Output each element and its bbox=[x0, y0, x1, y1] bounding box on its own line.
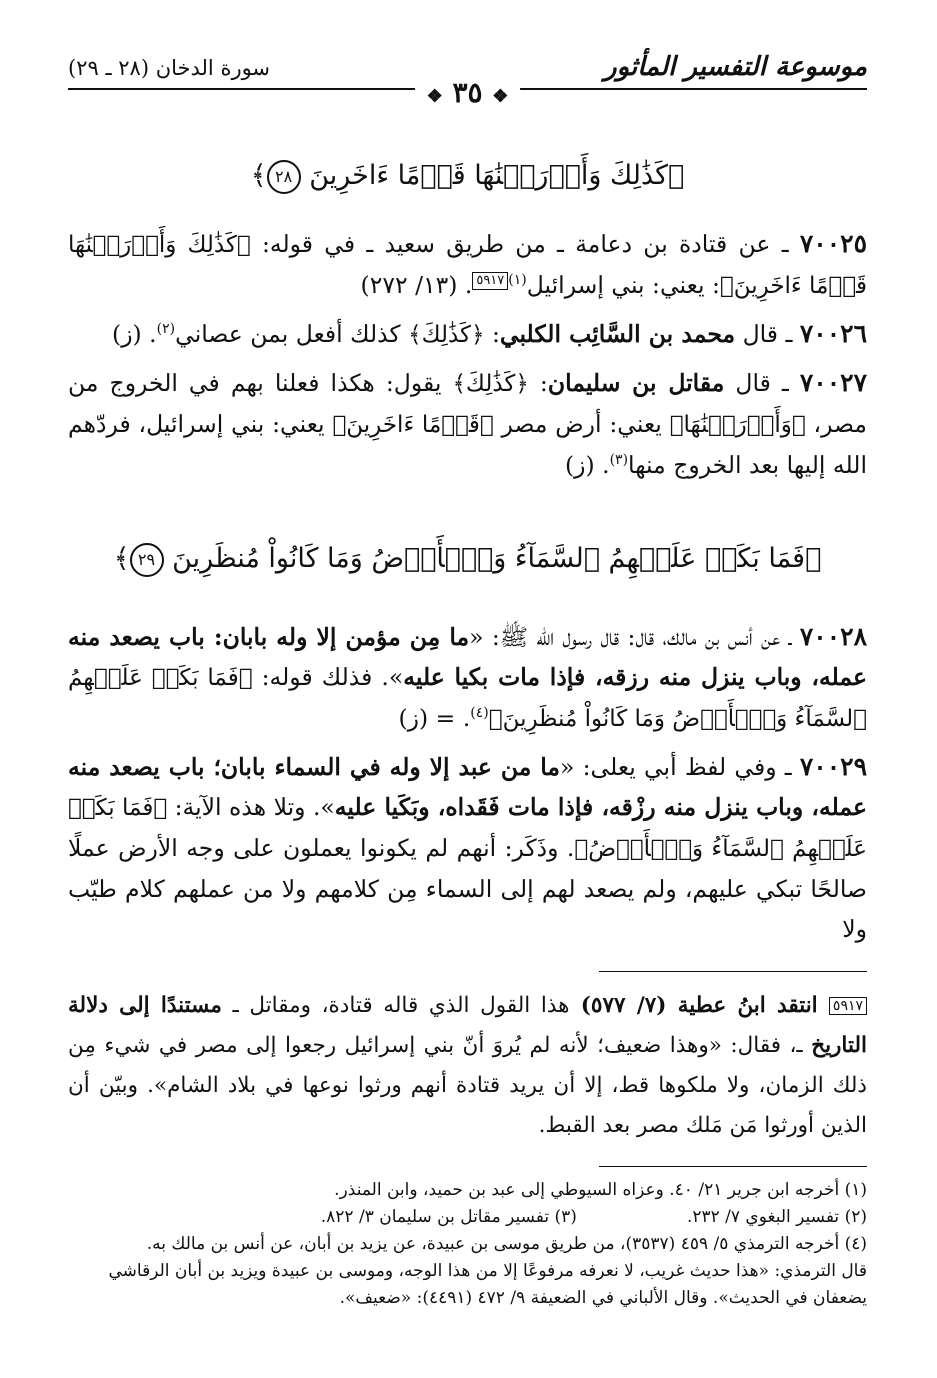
quran-quote: ﴿كَذَٰلِكَ وَأَوۡرَثۡنَٰهَا قَوۡمًا ءَاخَرِينَ﴾ bbox=[68, 232, 867, 299]
narration-text: يعني: بني إسرائيل، فردّهم الله إليها بعد الخروج منها bbox=[68, 410, 867, 479]
verse-close-bracket: ﴾ bbox=[113, 543, 130, 574]
footnote-4-continued: قال الترمذي: «هذا حديث غريب، لا نعرفه مرفوعًا إلا من هذا الوجه، وموسى بن عبيدة ويزيد بن أبان الرقاشي يضعفان في الحديث». وقال الألباني في الضعيفة ٩/ ٤٧٢ (٤٤٩١): «ضعيف». bbox=[108, 1261, 867, 1308]
narrator-name: مقاتل بن سليمان bbox=[547, 369, 725, 397]
source-ref: . (ز) bbox=[112, 320, 157, 348]
page-number-block bbox=[415, 76, 521, 109]
surah-title: سورة الدخان (٢٨ ـ ٢٩) bbox=[68, 56, 271, 80]
verse-close-bracket: ﴾ bbox=[250, 160, 267, 191]
quran-quote: ﴿فَمَا بَكَتۡ عَلَيۡهِمُ ٱلسَّمَآءُ وَٱلۡأَرۡضُ﴾ bbox=[68, 795, 867, 862]
narration-text: يقول: هكذا فعلنا بهم في الخروج من مصر، bbox=[68, 369, 868, 438]
footnote-4: (٤) أخرجه الترمذي ٥/ ٤٥٩ (٣٥٣٧)، من طريق موسى بن عبيدة، عن يزيد بن أبان، عن أنس بن مالك به. bbox=[146, 1234, 867, 1254]
ornament-icon: ❖ bbox=[426, 86, 443, 107]
page-header bbox=[68, 52, 867, 122]
commentary-emphasis: مستندًا إلى دلالة التاريخ bbox=[68, 993, 867, 1058]
verse-number-icon: ٢٩ bbox=[130, 543, 164, 577]
page-number: ٣٥ bbox=[452, 76, 483, 109]
narration-text: . وذَكَر: أنهم لم يكونوا يعملون على وجه الأرض عملًا صالحًا تبكي عليهم، ولم يصعد لهم إلى السماء مِن كلامهم ولا من عملهم كلام طيّب ولا bbox=[68, 834, 867, 943]
source-ref: . (١٣/ ٢٧٢) bbox=[360, 271, 473, 299]
narration-number: ٧٠٠٢٦ bbox=[799, 319, 867, 348]
footnote-ref[interactable]: (٣) bbox=[609, 452, 629, 469]
narration-text: ـ عن قتادة بن دعامة ـ من طريق سعيد ـ في قوله: bbox=[250, 230, 800, 258]
quran-quote: ﴿كَذَٰلِكَ﴾ bbox=[452, 371, 529, 397]
narration-text: كذلك أفعل بمن عصاني bbox=[175, 320, 409, 348]
ornament-icon: ❖ bbox=[492, 86, 509, 107]
verse-text: ﴿كَذَٰلِكَ وَأَوۡرَثۡنَٰهَا قَوۡمًا ءَاخَرِينَ bbox=[309, 160, 685, 191]
narration-number: ٧٠٠٢٨ bbox=[799, 622, 867, 651]
commentary-text: هذا القول الذي قاله قتادة، ومقاتل ـ bbox=[221, 993, 570, 1018]
source-ref: . = (ز) bbox=[398, 704, 471, 732]
hadith-text: ما من عبد إلا وله في السماء بابان؛ باب يصعد منه عمله، وباب ينزل منه رزْقه، فإذا مات فَقَداه، وبَكَيا عليه bbox=[68, 753, 867, 821]
narration-text: يعني: أرض مصر bbox=[493, 410, 670, 438]
quran-quote: ﴿وَأَوۡرَثۡنَٰهَا﴾ bbox=[669, 412, 806, 438]
narration-text: : bbox=[528, 369, 548, 397]
narrator-name: محمد بن السَّائِب الكلبي bbox=[499, 320, 736, 348]
footnote-ref[interactable]: (١) bbox=[508, 272, 527, 289]
quran-verse-28 bbox=[68, 152, 867, 200]
narration-text: ـ قال bbox=[735, 320, 800, 348]
narration-70026 bbox=[68, 314, 867, 355]
footnotes-divider bbox=[599, 1166, 867, 1167]
quran-verse-29 bbox=[68, 535, 867, 583]
quran-quote: ﴿فَمَا بَكَتۡ عَلَيۡهِمُ ٱلسَّمَآءُ وَٱلۡأَرۡضُ وَمَا كَانُواْ مُنظَرِينَ﴾ bbox=[68, 665, 867, 732]
footnote-ref[interactable]: (٤) bbox=[470, 705, 489, 722]
commentary-ref-box[interactable]: ٥٩١٧ bbox=[829, 997, 867, 1015]
footnote-ref[interactable]: (٢) bbox=[156, 321, 176, 338]
narration-number: ٧٠٠٢٥ bbox=[799, 229, 867, 258]
footnote-row-2-3 bbox=[68, 1204, 867, 1231]
footnotes bbox=[68, 1177, 867, 1312]
narration-text: : bbox=[484, 320, 500, 348]
verse-number-icon: ٢٨ bbox=[267, 160, 301, 194]
commentary-divider bbox=[599, 971, 867, 972]
footnote-2: (٢) تفسير البغوي ٧/ ٢٣٢. bbox=[686, 1207, 867, 1227]
hadith-text: ما مِن مؤمن إلا وله بابان: باب يصعد منه عمله، وباب ينزل منه رزقه، فإذا مات بكيا عليه bbox=[68, 623, 868, 691]
narration-text: ». وتلا هذه الآية: bbox=[167, 793, 335, 821]
narration-70028 bbox=[68, 617, 867, 739]
narration-70025 bbox=[68, 224, 867, 306]
book-title: موسوعة التفسير المأثور bbox=[604, 52, 867, 82]
narration-number: ٧٠٠٢٩ bbox=[799, 752, 867, 781]
commentary-note-5917 bbox=[68, 986, 867, 1146]
narration-text: ـ قال bbox=[724, 369, 800, 397]
footnote-1: (١) أخرجه ابن جرير ٢١/ ٤٠. وعزاه السيوطي إلى عبد بن حميد، وابن المنذر. bbox=[334, 1180, 867, 1200]
narration-70027 bbox=[68, 363, 867, 485]
narration-text: ـ عن أنس بن مالك، قال: قال رسول الله ﷺ: « bbox=[469, 623, 800, 651]
narration-text: : يعني: بني إسرائيل bbox=[526, 271, 720, 299]
commentary-text: ـ، فقال: «وهذا ضعيف؛ لأنه لم يُروَ أنّ بني إسرائيل رجعوا إلى مصر في شيء مِن ذلك الزمان، ولا ملكوها قط، إلا أن يريد قتادة أنهم ورثوا نوعها في بلاد الشام». وبيّن أن الذين أورثوا مَن مَلك مصر بعد القبط. bbox=[68, 1033, 867, 1138]
verse-text: ﴿فَمَا بَكَتۡ عَلَيۡهِمُ ٱلسَّمَآءُ وَٱلۡأَرۡضُ وَمَا كَانُواْ مُنظَرِينَ bbox=[172, 543, 822, 574]
quran-quote: ﴿كَذَٰلِكَ﴾ bbox=[408, 322, 485, 348]
narration-text: ». فذلك قوله: bbox=[252, 663, 404, 691]
quran-quote: ﴿قَوۡمًا ءَاخَرِينَ﴾ bbox=[332, 412, 494, 438]
narration-text: ـ وفي لفظ أبي يعلى: « bbox=[560, 753, 800, 781]
footnote-3: (٣) تفسير مقاتل بن سليمان ٣/ ٨٢٢. bbox=[320, 1207, 577, 1227]
narration-number: ٧٠٠٢٧ bbox=[799, 368, 867, 397]
source-ref: . (ز) bbox=[564, 451, 610, 479]
commentary-author: انتقد ابنُ عطية (٧/ ٥٧٧) bbox=[569, 993, 829, 1018]
narration-70029 bbox=[68, 747, 867, 949]
commentary-ref-box[interactable]: ٥٩١٧ bbox=[472, 272, 508, 290]
